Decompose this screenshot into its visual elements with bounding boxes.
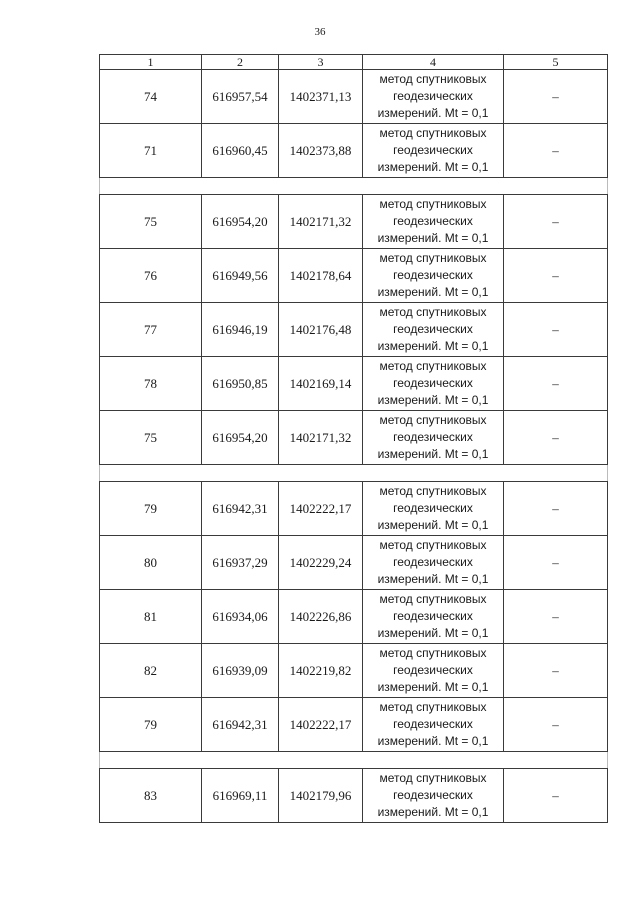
table-row (100, 482, 608, 536)
method-line: метод спутниковых (379, 771, 487, 785)
x-coordinate-cell: 616937,29 (202, 536, 279, 590)
table-row (100, 536, 608, 590)
y-coordinate-cell: 1402171,32 (279, 411, 363, 465)
method-line: измерений. Mt = 0,1 (377, 447, 489, 461)
method-line: геодезических (393, 555, 473, 569)
table-row (100, 769, 608, 823)
x-coordinate-cell: 616949,56 (202, 249, 279, 303)
point-number-cell: 78 (100, 357, 202, 411)
method-cell (363, 249, 504, 303)
y-coordinate-cell: 1402222,17 (279, 482, 363, 536)
column-header: 1 (100, 55, 202, 70)
x-coordinate-cell: 616934,06 (202, 590, 279, 644)
method-line: измерений. Mt = 0,1 (377, 734, 489, 748)
table-body (100, 70, 608, 823)
y-coordinate-cell: 1402222,17 (279, 698, 363, 752)
separator-cell (100, 178, 608, 195)
y-coordinate-cell: 1402226,86 (279, 590, 363, 644)
point-number-cell: 75 (100, 411, 202, 465)
note-cell: – (504, 698, 608, 752)
method-line: геодезических (393, 609, 473, 623)
section-separator-row (100, 178, 608, 195)
y-coordinate-cell: 1402179,96 (279, 769, 363, 823)
method-line: метод спутниковых (379, 197, 487, 211)
note-cell: – (504, 249, 608, 303)
method-cell (363, 70, 504, 124)
table-header-row (100, 55, 608, 70)
method-cell (363, 411, 504, 465)
method-line: метод спутниковых (379, 359, 487, 373)
point-number-cell: 79 (100, 482, 202, 536)
method-line: измерений. Mt = 0,1 (377, 393, 489, 407)
column-header: 5 (504, 55, 608, 70)
method-line: геодезических (393, 788, 473, 802)
point-number-cell: 76 (100, 249, 202, 303)
method-cell (363, 769, 504, 823)
table-row (100, 590, 608, 644)
x-coordinate-cell: 616939,09 (202, 644, 279, 698)
x-coordinate-cell: 616942,31 (202, 698, 279, 752)
column-header: 3 (279, 55, 363, 70)
note-cell: – (504, 357, 608, 411)
note-cell: – (504, 124, 608, 178)
method-line: геодезических (393, 89, 473, 103)
method-line: метод спутниковых (379, 646, 487, 660)
method-cell (363, 482, 504, 536)
x-coordinate-cell: 616954,20 (202, 411, 279, 465)
x-coordinate-cell: 616957,54 (202, 70, 279, 124)
method-cell (363, 124, 504, 178)
method-line: измерений. Mt = 0,1 (377, 572, 489, 586)
method-line: метод спутниковых (379, 251, 487, 265)
note-cell: – (504, 536, 608, 590)
separator-cell (100, 752, 608, 769)
method-line: измерений. Mt = 0,1 (377, 680, 489, 694)
point-number-cell: 80 (100, 536, 202, 590)
method-line: измерений. Mt = 0,1 (377, 285, 489, 299)
method-line: метод спутниковых (379, 413, 487, 427)
note-cell: – (504, 411, 608, 465)
method-line: измерений. Mt = 0,1 (377, 518, 489, 532)
x-coordinate-cell: 616946,19 (202, 303, 279, 357)
note-cell: – (504, 644, 608, 698)
x-coordinate-cell: 616942,31 (202, 482, 279, 536)
table-row (100, 249, 608, 303)
method-line: измерений. Mt = 0,1 (377, 339, 489, 353)
method-line: геодезических (393, 501, 473, 515)
method-line: метод спутниковых (379, 126, 487, 140)
method-line: метод спутниковых (379, 305, 487, 319)
x-coordinate-cell: 616960,45 (202, 124, 279, 178)
method-line: метод спутниковых (379, 592, 487, 606)
point-number-cell: 71 (100, 124, 202, 178)
note-cell: – (504, 482, 608, 536)
point-number-cell: 79 (100, 698, 202, 752)
table-row (100, 303, 608, 357)
note-cell: – (504, 70, 608, 124)
method-line: метод спутниковых (379, 484, 487, 498)
y-coordinate-cell: 1402219,82 (279, 644, 363, 698)
point-number-cell: 83 (100, 769, 202, 823)
method-line: геодезических (393, 322, 473, 336)
method-line: геодезических (393, 717, 473, 731)
method-line: метод спутниковых (379, 700, 487, 714)
method-cell (363, 357, 504, 411)
method-cell (363, 590, 504, 644)
section-separator-row (100, 752, 608, 769)
point-number-cell: 82 (100, 644, 202, 698)
note-cell: – (504, 590, 608, 644)
note-cell: – (504, 303, 608, 357)
method-line: геодезических (393, 663, 473, 677)
method-line: измерений. Mt = 0,1 (377, 805, 489, 819)
y-coordinate-cell: 1402178,64 (279, 249, 363, 303)
table-row (100, 195, 608, 249)
y-coordinate-cell: 1402229,24 (279, 536, 363, 590)
table-row (100, 411, 608, 465)
point-number-cell: 81 (100, 590, 202, 644)
page-number: 36 (314, 26, 326, 38)
method-line: геодезических (393, 214, 473, 228)
method-line: измерений. Mt = 0,1 (377, 626, 489, 640)
table-row (100, 357, 608, 411)
column-header: 2 (202, 55, 279, 70)
point-number-cell: 75 (100, 195, 202, 249)
method-line: геодезических (393, 376, 473, 390)
table-row (100, 70, 608, 124)
method-line: метод спутниковых (379, 72, 487, 86)
method-line: измерений. Mt = 0,1 (377, 231, 489, 245)
x-coordinate-cell: 616969,11 (202, 769, 279, 823)
method-cell (363, 644, 504, 698)
method-cell (363, 698, 504, 752)
method-line: геодезических (393, 143, 473, 157)
point-number-cell: 74 (100, 70, 202, 124)
column-header: 4 (363, 55, 504, 70)
method-cell (363, 536, 504, 590)
y-coordinate-cell: 1402176,48 (279, 303, 363, 357)
y-coordinate-cell: 1402171,32 (279, 195, 363, 249)
separator-cell (100, 465, 608, 482)
method-line: геодезических (393, 430, 473, 444)
table-row (100, 124, 608, 178)
method-cell (363, 303, 504, 357)
y-coordinate-cell: 1402169,14 (279, 357, 363, 411)
table-row (100, 698, 608, 752)
method-cell (363, 195, 504, 249)
x-coordinate-cell: 616954,20 (202, 195, 279, 249)
note-cell: – (504, 769, 608, 823)
method-line: геодезических (393, 268, 473, 282)
method-line: метод спутниковых (379, 538, 487, 552)
note-cell: – (504, 195, 608, 249)
method-line: измерений. Mt = 0,1 (377, 106, 489, 120)
point-number-cell: 77 (100, 303, 202, 357)
y-coordinate-cell: 1402373,88 (279, 124, 363, 178)
y-coordinate-cell: 1402371,13 (279, 70, 363, 124)
section-separator-row (100, 465, 608, 482)
coordinates-table (99, 54, 608, 823)
table-row (100, 644, 608, 698)
method-line: измерений. Mt = 0,1 (377, 160, 489, 174)
x-coordinate-cell: 616950,85 (202, 357, 279, 411)
